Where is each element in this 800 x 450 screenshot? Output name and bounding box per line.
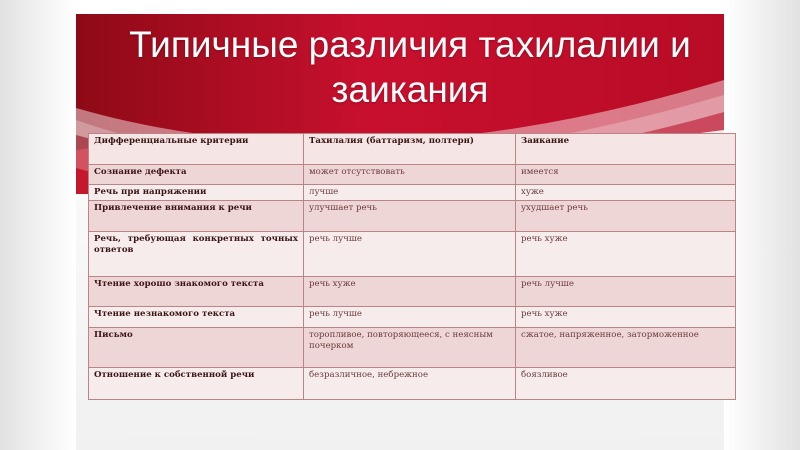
table-row [89,328,736,368]
table-row [89,201,736,232]
table-header-row [89,134,736,165]
header-cell-stuttering: Заикание [516,134,736,165]
table-row [89,232,736,277]
tachylalia-cell: речь хуже [304,277,516,307]
title-line-1: Типичные различия тахилалии и [129,24,691,65]
stuttering-cell: речь хуже [516,307,736,328]
stuttering-cell: хуже [516,185,736,201]
tachylalia-cell: может отсутствовать [304,165,516,185]
tachylalia-cell: лучше [304,185,516,201]
criterion-cell: Письмо [89,328,304,368]
stuttering-cell: ухудшает речь [516,201,736,232]
left-side-shadow [0,0,76,450]
tachylalia-cell: речь лучше [304,232,516,277]
table-row [89,277,736,307]
criterion-cell: Чтение хорошо знакомого текста [89,277,304,307]
tachylalia-cell: безразличное, небрежное [304,368,516,400]
criterion-cell: Чтение незнакомого текста [89,307,304,328]
stuttering-cell: сжатое, напряженное, заторможенное [516,328,736,368]
slide-title [100,22,720,112]
tachylalia-cell: речь лучше [304,307,516,328]
title-line-2: заикания [331,69,489,110]
stuttering-cell: речь хуже [516,232,736,277]
criterion-cell: Привлечение внимания к речи [89,201,304,232]
criterion-cell: Отношение к собственной речи [89,368,304,400]
header-cell-criteria: Дифференциальные критерии [89,134,304,165]
table-row [89,368,736,400]
stuttering-cell: речь лучше [516,277,736,307]
tachylalia-cell: торопливое, повторяющееся, с неясным почерком [304,328,516,368]
tachylalia-cell: улучшает речь [304,201,516,232]
comparison-table [88,133,736,400]
criterion-cell: Речь при напряжении [89,185,304,201]
table-row [89,165,736,185]
criterion-cell: Речь, требующая конкретных точных ответов [89,232,304,277]
table-row [89,185,736,201]
header-cell-tachylalia: Тахилалия (баттаризм, полтерн) [304,134,516,165]
stuttering-cell: имеется [516,165,736,185]
stuttering-cell: боязливое [516,368,736,400]
table-row [89,307,736,328]
criterion-cell: Сознание дефекта [89,165,304,185]
